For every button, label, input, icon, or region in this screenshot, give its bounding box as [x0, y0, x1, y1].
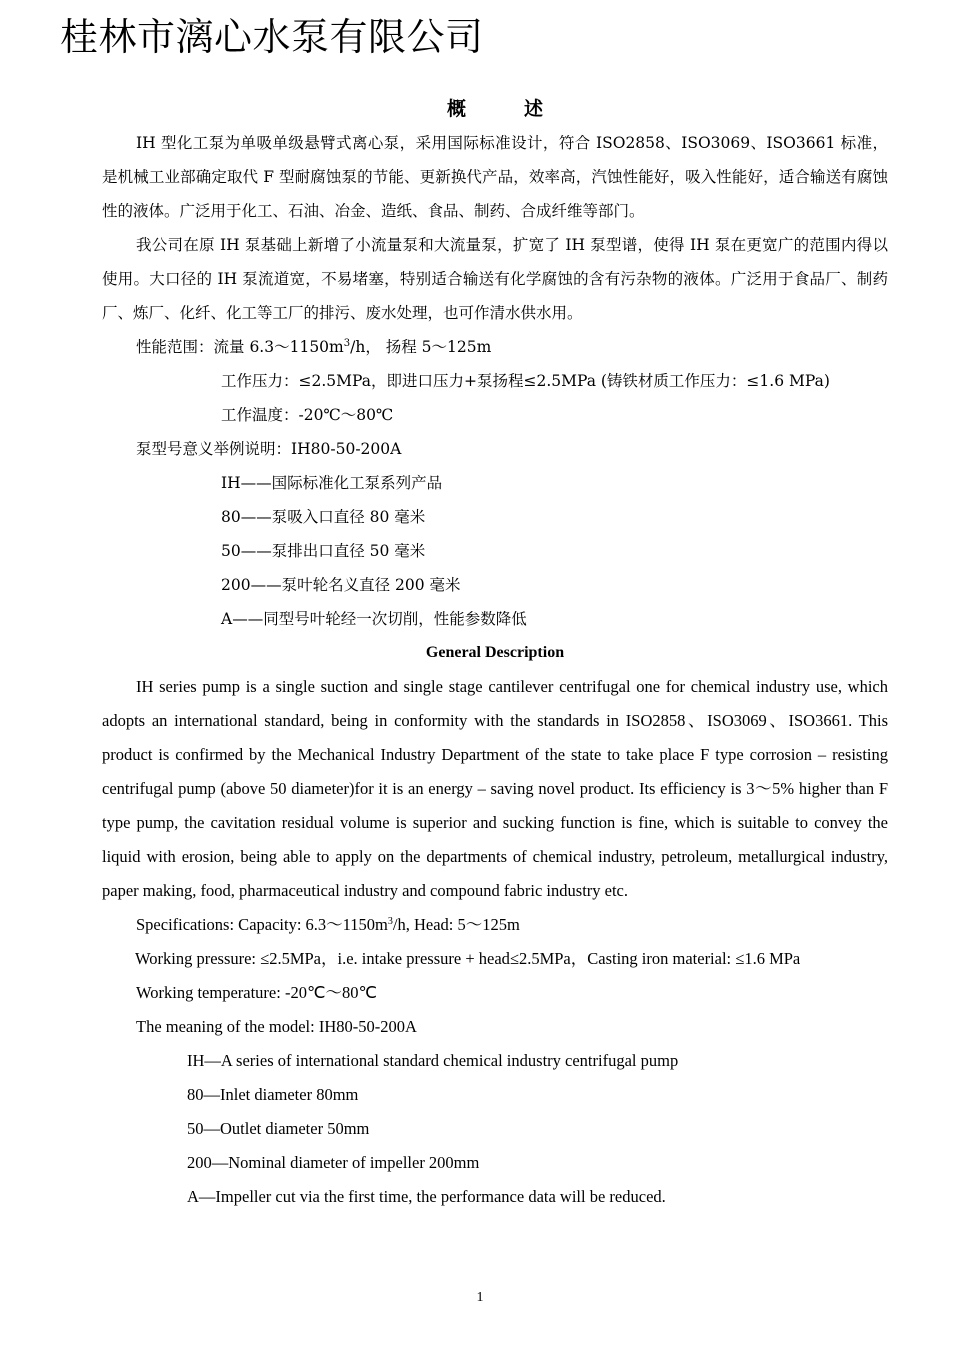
- en-model-item: 200—Nominal diameter of impeller 200mm: [187, 1153, 480, 1172]
- en-spec-sup: 3: [387, 916, 393, 927]
- cn-spec-sup: 3: [343, 338, 351, 349]
- english-section: [102, 670, 888, 1214]
- cn-paragraph-2: 我公司在原 IH 泵基础上新增了小流量泵和大流量泵，扩宽了 IH 泵型谱，使得 IH 泵在更宽广的范围内得以使用。大口径的 IH 泵流道宽，不易堵塞，特别适合输送有化学腐蚀的含有污杂物的液体。广泛用于食品厂、制药厂、炼厂、化纤、化工等工厂的排污、废水处理，也可作清水供水用。: [102, 236, 888, 322]
- cn-spec-line: [102, 330, 888, 364]
- en-model-item: A—Impeller cut via the first time, the performance data will be reduced.: [187, 1187, 666, 1206]
- cn-model-item: 80——泵吸入口直径 80 毫米: [221, 508, 426, 526]
- document-body: [102, 92, 888, 1214]
- cn-model-item: 200——泵叶轮名义直径 200 毫米: [221, 576, 461, 594]
- cn-pressure-line: 工作压力：≤2.5MPa，即进口压力+泵扬程≤2.5MPa (铸铁材质工作压力：≤1.6 MPa): [221, 372, 830, 390]
- en-spec-line: [102, 908, 888, 942]
- cn-paragraph-1: IH 型化工泵为单吸单级悬臂式离心泵，采用国际标准设计，符合 ISO2858、ISO3069、ISO3661 标准，是机械工业部确定取代 F 型耐腐蚀泵的节能、更新换代产品，效率高，汽蚀性能好，吸入性能好，适合输送有腐蚀性的液体。广泛用于化工、石油、冶金、造纸、食品、制药、合成纤维等部门。: [102, 134, 888, 220]
- overview-title-part-2: 述: [524, 98, 544, 120]
- cn-model-item: IH——国际标准化工泵系列产品: [221, 474, 443, 492]
- en-temperature-line: Working temperature: -20℃～80℃: [136, 983, 378, 1002]
- page-number: 1: [476, 1290, 484, 1305]
- overview-title: [102, 92, 888, 126]
- en-model-item: 80—Inlet diameter 80mm: [187, 1085, 359, 1104]
- general-description-title: General Description: [425, 644, 565, 661]
- en-model-item: IH—A series of international standard chemical industry centrifugal pump: [187, 1051, 679, 1070]
- en-paragraph: IH series pump is a single suction and single stage cantilever centrifugal one for chemical industry use, which adopts an international standard, being in conformity with the standards in ISO2858、ISO3069、ISO3661. This product is confirmed by the Mechanical Industry Department of the state to take place F type corrosion – resisting centrifugal pump (above 50 diameter)for it is an energy – saving novel product. Its efficiency is 3～5% higher than F type pump, the cavitation residual volume is superior and sucking function is fine, which is suitable to convey the liquid with erosion, being able to apply on the departments of chemical industry, petroleum, metallurgical industry, paper making, food, pharmaceutical industry and compound fabric industry etc.: [102, 677, 888, 900]
- en-pressure-line: Working pressure: ≤2.5MPa，i.e. intake pressure + head≤2.5MPa，Casting iron material: ≤1.6 MPa: [135, 949, 801, 968]
- en-model-label: The meaning of the model: IH80-50-200A: [136, 1017, 417, 1036]
- cn-spec-flow: 流量 6.3～1150m: [213, 338, 344, 356]
- en-spec-capacity: Specifications: Capacity: 6.3～1150m: [136, 915, 388, 934]
- cn-model-label: 泵型号意义举例说明：IH80-50-200A: [136, 440, 402, 458]
- en-spec-head: /h, Head: 5～125m: [392, 915, 520, 934]
- cn-model-item: A——同型号叶轮经一次切削，性能参数降低: [221, 610, 527, 628]
- cn-temperature-line: 工作温度：-20℃～80℃: [221, 406, 394, 424]
- cn-spec-label: 性能范围：: [136, 338, 214, 356]
- cn-model-item: 50——泵排出口直径 50 毫米: [221, 542, 426, 560]
- cn-spec-head: /h， 扬程 5～125m: [350, 338, 492, 356]
- en-model-item: 50—Outlet diameter 50mm: [187, 1119, 370, 1138]
- overview-title-part-1: 概: [446, 98, 466, 120]
- chinese-section: [102, 126, 888, 636]
- company-name: 桂林市漓心水泵有限公司: [60, 15, 484, 59]
